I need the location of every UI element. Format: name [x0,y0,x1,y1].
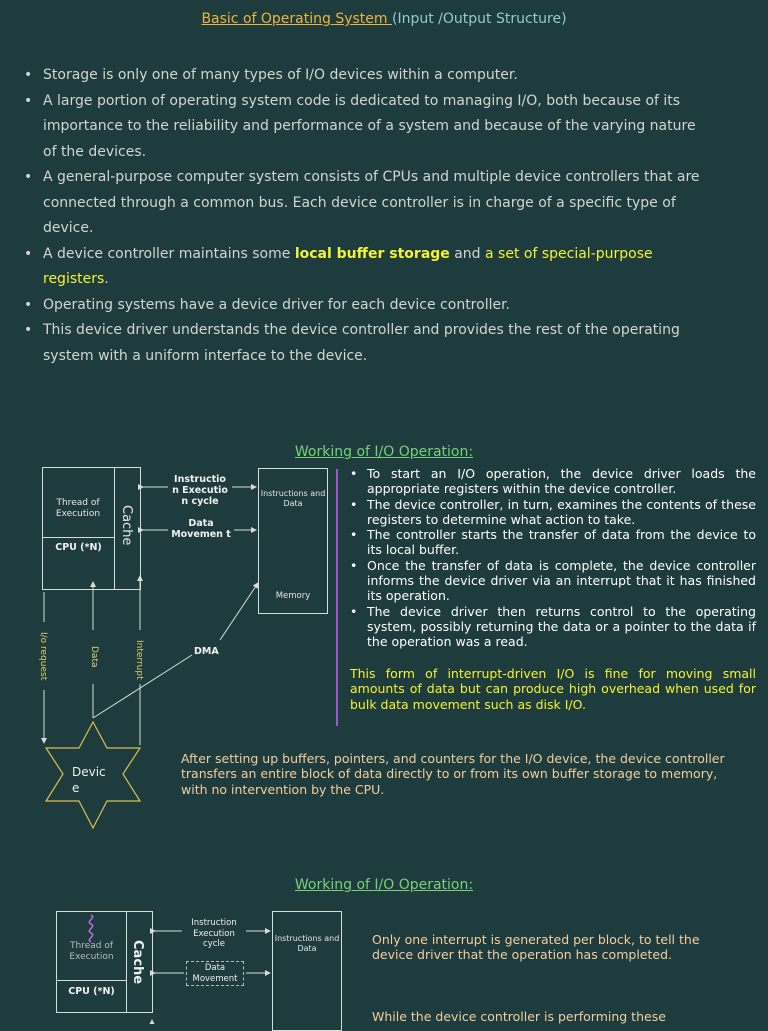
list-item: • To start an I/O operation, the device driver loads the appropriate registers within the device controller. [348,466,756,497]
cache-label-2: Cache [130,940,145,985]
io-request-label: I/o request [38,632,48,681]
list-item: • Operating systems have a device driver for each device controller. [24,293,704,319]
list-item: • Once the transfer of data is complete, the device controller informs the device driver via an interrupt that it has finished its operation. [348,558,756,604]
instructions-data-label: Instructions and Data [260,489,326,508]
interrupt-driven-note: This form of interrupt-driven I/O is fine for moving small amounts of data but can produce high overhead when used for bulk data movement such as disk I/O. [350,666,756,712]
data-movement-label-2: Data Movement [186,961,244,986]
thread-label: Thread of Execution [55,498,101,519]
data-label: Data [89,646,99,668]
highlight-registers: a set of special-purpose registers [43,245,653,287]
b4-text-mid: and [449,245,486,262]
b4-text-end: . [104,271,109,287]
memory-label: Memory [275,591,311,601]
list-item: • A large portion of operating system code is dedicated to managing I/O, both because of its importance to the reliability and performance of a system and because of the varying nature of the devices. [24,89,704,166]
list-item: • This device driver understands the device controller and provides the rest of the operating system with a uniform interface to the device. [24,318,704,369]
controller-performing-text: While the device controller is performing these [372,1009,666,1024]
cache-label: Cache [119,505,134,546]
device-label: Devic e [72,765,106,795]
list-item: • The controller starts the transfer of data from the device to its local buffer. [348,527,756,558]
interrupt-per-block-text: Only one interrupt is generated per block, to tell the device driver that the operation has completed. [372,932,700,963]
list-item: • The device driver then returns control to the operating system, possibly returning the data or a pointer to the data if the operation was a read. [348,604,756,650]
list-item: • A general-purpose computer system consists of CPUs and multiple device controllers that are connected through a common bus. Each device controller is in charge of a specific type of device. [24,165,704,242]
section2-title[interactable]: Working of I/O Operation: [294,877,474,893]
title-subtitle: (Input /Output Structure) [392,11,567,27]
instructions-data-label-2: Instructions and Data [274,934,340,953]
highlight-local-buffer: local buffer storage [294,245,450,262]
cpu-label-2: CPU (*N) [68,986,115,997]
instruction-cycle-label-2: Instruction Execution cycle [191,918,237,949]
list-item: • Storage is only one of many types of I/O devices within a computer. [24,63,704,89]
title-main[interactable]: Basic of Operating System [201,11,392,27]
diagram2-arrows [152,931,270,1024]
interrupt-label: Interrupt [134,640,144,680]
dma-line-1: After setting up buffers, pointers, and counters for the I/O device, the device controller [181,751,725,766]
dma-label: DMA [194,646,219,657]
dma-line-2: transfers an entire block of data directly to or from its own buffer storage to memory, with no intervention by the CPU. [181,766,718,797]
data-movement-label: Data Movemen t [171,518,231,540]
list-item: • The device controller, in turn, examines the contents of these registers to determine what action to take. [348,497,756,528]
instruction-cycle-label: Instructio n Executio n cycle [172,474,228,507]
cpu-label: CPU (*N) [55,542,102,553]
b4-text-pre: A device controller maintains some [43,245,295,262]
section1-title[interactable]: Working of I/O Operation: [294,444,474,460]
thread-label-2: Thread of Execution [69,941,114,962]
